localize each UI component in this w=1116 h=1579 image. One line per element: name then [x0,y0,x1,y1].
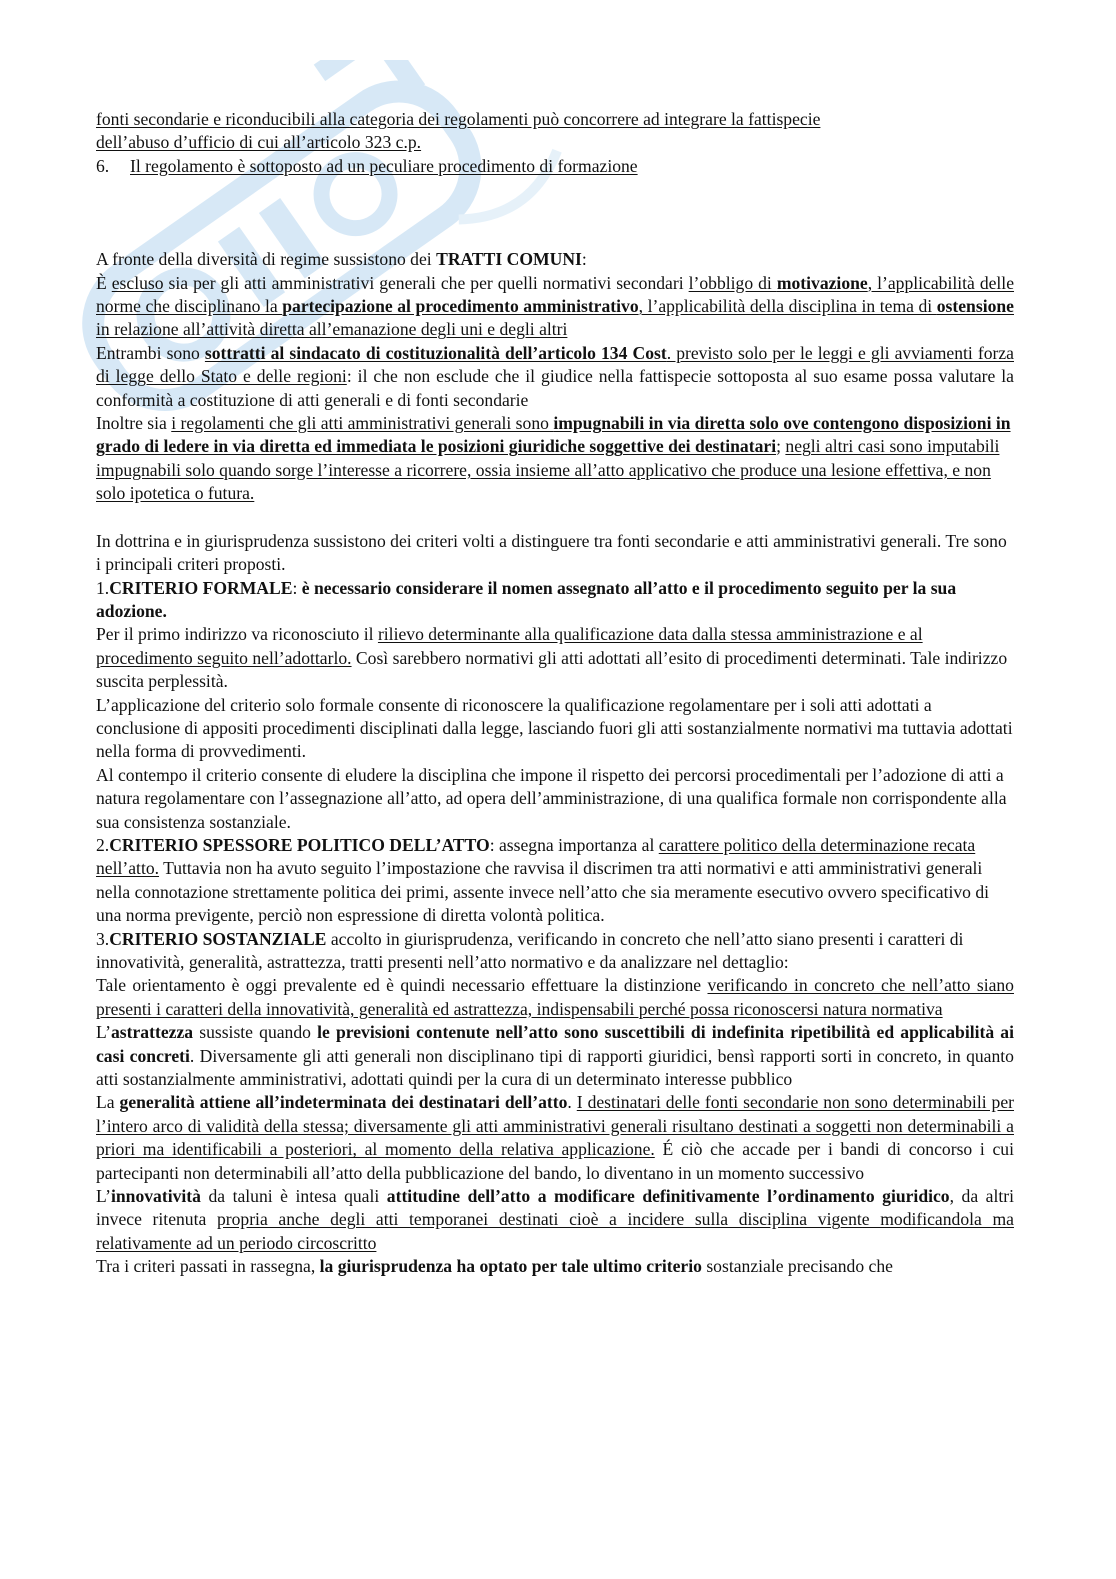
paragraph-sindacato [96,342,1014,412]
text-span: i regolamenti che gli atti amministrativi generali sono [171,413,554,434]
text-span: : assegna importanza al [489,834,659,855]
criterio-formale [96,577,1014,624]
text-span: TRATTI COMUNI [436,249,582,270]
text-span: I destinatari delle fonti secondarie non sono determinabili per l’intero arco di validità della stessa; diversamente gli atti amministrativi generali risultano destinati a soggetti non determinabili a priori ma identificabili a posteriori, al momento della relativa applicazione. [96,1092,1015,1160]
criterio-sostanziale-p2 [96,974,1014,1021]
text-span: generalità attiene all’indeterminata dei destinatari dell’atto [119,1092,568,1113]
text-span: 1. [96,577,110,598]
text-span: attitudine dell’atto a modificare definitivamente l’ordinamento giuridico [386,1186,950,1207]
criterio-formale-p3: L’applicazione del criterio solo formale consente di riconoscere la qualificazione regolamentare per i soli atti adottati a conclusione di appositi procedimenti disciplinati dalla legge, lasciando fuori gli atti sostanzialmente normativi ma tuttavia adottati nella forma di provvedimenti. [96,694,1013,762]
text-span: da taluni è intesa quali [200,1186,387,1207]
text-span: É ciò che accade per i bandi di concorso i cui partecipanti non determinabili all’atto della pubblicazione del bando, lo diventano in un momento successivo [96,1139,1014,1183]
text-span: 3. [96,928,110,949]
text-span: Entrambi sono [96,342,205,363]
text-span: : il che non esclude che il giudice nella fattispecie sottoposta al suo esame possa valutare la conformità a costituzione di atti generali e di fonti secondarie [96,366,1014,410]
text-span: rilievo determinante alla qualificazione data dalla stessa amministrazione e al procedimento seguito nell’adottarlo. [96,624,923,668]
text-span: verificando in concreto che nell’atto siano presenti i caratteri della innovatività, generalità ed astrattezza, indispensabili perché possa riconoscersi natura normativa [96,975,1014,1019]
text-span: dell’abuso d’ufficio di cui all’articolo 323 c.p. [96,132,422,153]
text-span: carattere politico della determinazione recata nell’atto. [96,834,976,879]
text-span: è necessario considerare il nomen assegnato all’atto e il procedimento seguito per la sua adozione. [96,577,957,621]
tratti-comuni-intro [96,248,1014,271]
criteri-intro: In dottrina e in giurisprudenza sussistono dei criteri volti a distinguere tra fonti secondarie e atti amministrativi generali. Tre sono i principali criteri proposti. [96,530,1007,575]
paragraph-esclusioni [96,272,1014,342]
text-span: CRITERIO FORMALE [109,577,293,598]
intro-line-1 [96,108,1014,131]
criterio-sostanziale [96,928,1014,975]
text-span: , l’applicabilità delle norme che disciplinano la [96,272,1015,317]
document-page [96,108,1014,1279]
text-span: sussiste quando [193,1022,318,1043]
text-span: motivazione [776,272,868,293]
paragraph-generalita [96,1091,1014,1185]
text-span: , da altri invece ritenuta [96,1186,1014,1230]
text-span: . [567,1092,577,1113]
intro-line-2 [96,131,1014,154]
text-span: 6. [96,155,110,176]
text-span: l’obbligo di [688,272,777,293]
text-span: fonti secondarie e riconducibili alla categoria dei regolamenti può concorrere ad integrare la fattispecie [96,109,821,129]
text-span: È [96,272,112,293]
text-span: sottratti al sindacato di costituzionalità dell’articolo 134 Cost [204,342,667,363]
text-span: le previsioni contenute nell’atto sono suscettibili di indefinita ripetibilità ed applicabilità ai casi concreti [96,1022,1014,1066]
text-span: sia per gli atti amministrativi generali che per quelli normativi secondari [163,272,689,293]
text-span: innovatività [111,1186,201,1207]
text-span: propria anche degli atti temporanei destinati cioè a incidere sulla disciplina vigente modificandola ma relativamente ad un periodo circoscritto [96,1209,1014,1253]
text-span: impugnabili in via diretta solo ove contengono disposizioni in grado di ledere in via diretta ed immediata le posizioni giuridiche soggettive dei destinatari [96,413,1011,457]
text-span: . Diversamente gli atti generali non disciplinano tipi di rapporti giuridici, bensì rapporti sorti in concreto, in quanto atti sostanzialmente amministrativi, adottati quindi per la cura di un determinato interesse pubblico [96,1045,1014,1090]
text-span: A fronte della diversità di regime sussistono dei [96,249,437,270]
text-span: Il regolamento è sottoposto ad un peculiare procedimento di formazione [130,155,638,176]
text-span: Così sarebbero normativi gli atti adottati all’esito di procedimenti determinati. Tale indirizzo suscita perplessità. [96,647,1008,692]
text-span: ostensione [936,296,1014,317]
text-span: . previsto solo per le leggi e gli avviamenti forza di legge dello Stato e delle regioni [96,342,1014,387]
text-span: in relazione all’attività diretta all’emanazione degli uni e degli altri [96,319,568,340]
text-span: , l’applicabilità della disciplina in tema di [638,296,937,317]
paragraph-astrattezza [96,1021,1014,1091]
criterio-formale-p2 [96,623,1014,693]
text-span: Tra i criteri passati in rassegna, [96,1256,320,1277]
list-item-6 [96,155,1014,178]
text-span: La [96,1092,120,1113]
criterio-formale-p4: Al contempo il criterio consente di eludere la disciplina che impone il rispetto dei percorsi procedimentali per l’adozione di atti a natura regolamentare con l’assegnazione all’atto, ad opera dell’amministrazione, di una qualifica formale non corrispondente alla sua consistenza sostanziale. [96,764,1007,832]
text-span: Inoltre sia [96,413,172,434]
text-span: Tale orientamento è oggi prevalente ed è quindi necessario effettuare la distinzione [96,975,708,996]
text-span: escluso [111,272,164,293]
text-span: ; [776,436,786,457]
text-span: la giurisprudenza ha optato per tale ultimo criterio [319,1256,702,1277]
paragraph-innovativita [96,1185,1014,1255]
criterio-politico [96,834,1014,928]
text-span: Per il primo indirizzo va riconosciuto il [96,624,378,645]
text-span: astrattezza [111,1022,194,1043]
paragraph-impugnabili [96,412,1014,506]
text-span: Tuttavia non ha avuto seguito l’impostazione che ravvisa il discrimen tra atti normativi e atti amministrativi generali nella connotazione strettamente politica dei primi, assente invece nell’atto che sia meramente esecutivo ovvero specificativo di una norma previgente, perciò non espressione di diretta volontà politica. [96,858,990,926]
paragraph-conclusione [96,1255,1014,1278]
text-span: accolto in giurisprudenza, verificando in concreto che nell’atto siano presenti i caratteri di innovatività, generalità, astrattezza, tratti presenti nell’atto normativo e da analizzare nel dettaglio: [96,928,964,972]
text-span: 2. [96,834,110,855]
text-span: L’ [96,1022,111,1043]
text-span: CRITERIO SPESSORE POLITICO DELL’ATTO [109,834,490,855]
text-span: CRITERIO SOSTANZIALE [109,928,327,949]
text-span: : [581,249,587,270]
text-span: partecipazione al procedimento amministrativo [282,296,639,317]
text-span: L’ [96,1186,111,1207]
text-span: negli altri casi sono imputabili impugnabili solo quando sorge l’interesse a ricorrere, ossia insieme all’atto applicativo che produce una lesione effettiva, e non solo ipotetica o futura. [96,436,1000,504]
text-span: : [292,577,302,598]
text-span: sostanziale precisando che [701,1256,893,1277]
